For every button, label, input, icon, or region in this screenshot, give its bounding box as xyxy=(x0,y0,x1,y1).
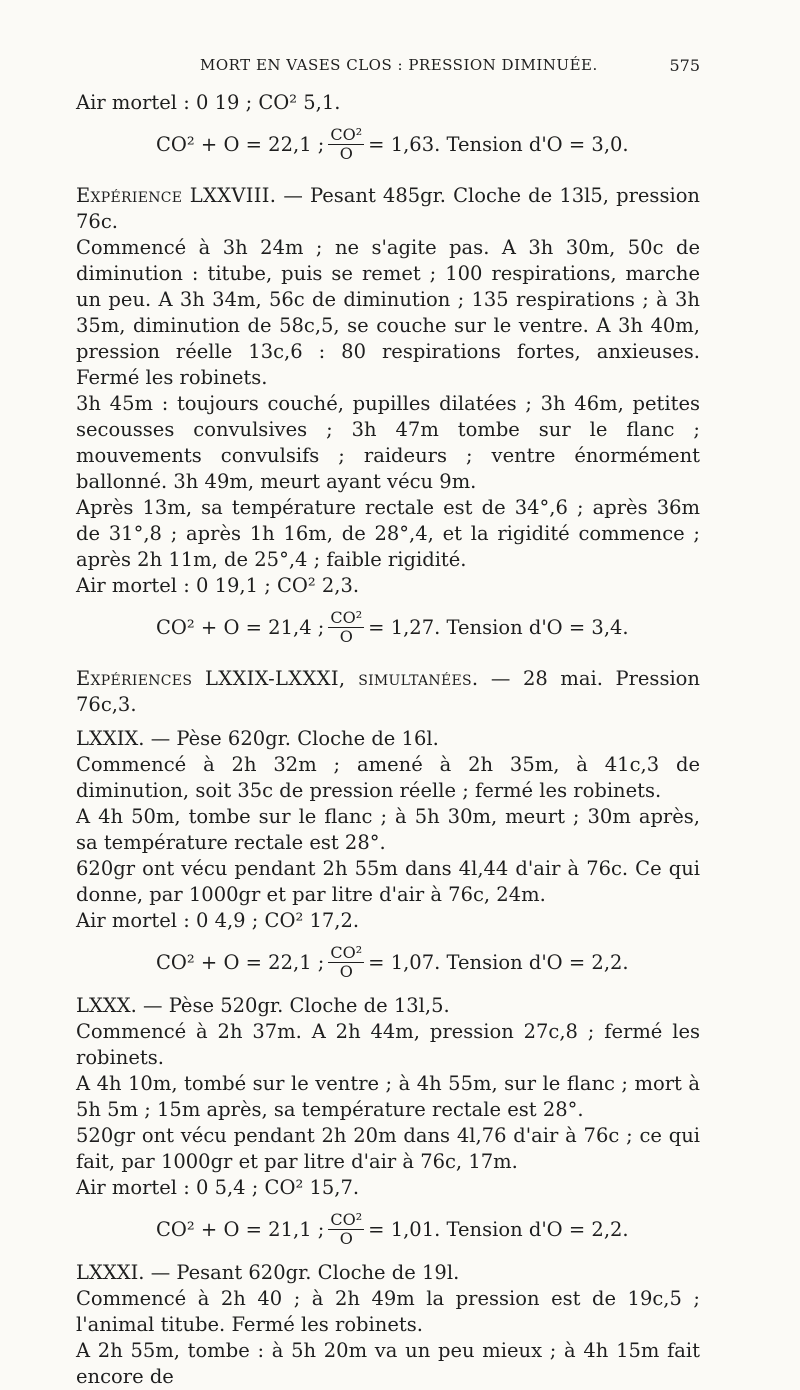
air-mortel-line: Air mortel : 0 4,9 ; CO² 17,2. xyxy=(76,909,360,932)
equation xyxy=(156,126,700,163)
fraction-numerator: CO² xyxy=(330,943,363,962)
page-body xyxy=(76,90,700,1390)
sub-experiment-title: LXXIX. — Pèse 620gr. Cloche de 16l. xyxy=(76,727,439,750)
air-mortel-line: Air mortel : 0 5,4 ; CO² 15,7. xyxy=(76,1176,360,1199)
paragraph: Commencé à 2h 32m ; amené à 2h 35m, à 41c,3 de diminution, soit 35c de pression réelle ; fermé les robinets. xyxy=(76,753,700,802)
experiment-heading xyxy=(76,666,700,718)
experiment-title-rest: — 28 mai. Pression 76c,3. xyxy=(76,667,700,716)
equation xyxy=(156,609,700,646)
paragraph: A 4h 10m, tombé sur le ventre ; à 4h 55m, sur le flanc ; mort à 5h 5m ; 15m après, sa température rectale est 28°. xyxy=(76,1072,700,1121)
air-mortel-line: Air mortel : 0 19,1 ; CO² 2,3. xyxy=(76,574,360,597)
equation-left: CO² + O = 21,4 ; xyxy=(156,615,325,639)
equation-right: = 1,07. Tension d'O = 2,2. xyxy=(368,950,629,974)
equation-left: CO² + O = 22,1 ; xyxy=(156,132,325,156)
fraction-numerator: CO² xyxy=(330,1210,363,1229)
fraction xyxy=(328,609,364,646)
equation-right: = 1,27. Tension d'O = 3,4. xyxy=(368,615,629,639)
equation-right: = 1,01. Tension d'O = 2,2. xyxy=(368,1217,629,1241)
fraction xyxy=(328,126,364,163)
air-mortel-line: Air mortel : 0 19 ; CO² 5,1. xyxy=(76,91,341,114)
paragraph: A 4h 50m, tombe sur le flanc ; à 5h 30m, meurt ; 30m après, sa température rectale est 28°. xyxy=(76,805,700,854)
equation xyxy=(156,1211,700,1248)
equation-right: = 1,63. Tension d'O = 3,0. xyxy=(368,132,629,156)
paragraph: A 2h 55m, tombe : à 5h 20m va un peu mieux ; à 4h 15m fait encore de xyxy=(76,1339,700,1388)
paragraph: Commencé à 2h 40 ; à 2h 49m la pression est de 19c,5 ; l'animal titube. Fermé les robinets. xyxy=(76,1287,700,1336)
equation xyxy=(156,944,700,981)
fraction-denominator: O xyxy=(339,1229,353,1248)
paragraph: 3h 45m : toujours couché, pupilles dilatées ; 3h 46m, petites secousses convulsives ; 3h 47m tombe sur le flanc ; mouvements convulsifs ; raideurs ; ventre énormément ballonné. 3h 49m, meurt ayant vécu 9m. xyxy=(76,392,700,493)
experiment-heading xyxy=(76,183,700,235)
page-header xyxy=(0,52,800,82)
fraction xyxy=(328,944,364,981)
sub-experiment-title: LXXX. — Pèse 520gr. Cloche de 13l,5. xyxy=(76,994,450,1017)
fraction-denominator: O xyxy=(339,144,353,163)
experiment-title: Expériences LXXIX-LXXXI, simultanées. xyxy=(76,667,479,690)
paragraph: 520gr ont vécu pendant 2h 20m dans 4l,76 d'air à 76c ; ce qui fait, par 1000gr et par litre d'air à 76c, 17m. xyxy=(76,1124,700,1173)
equation-left: CO² + O = 22,1 ; xyxy=(156,950,325,974)
equation-left: CO² + O = 21,1 ; xyxy=(156,1217,325,1241)
running-title: MORT EN VASES CLOS : PRESSION DIMINUÉE. xyxy=(200,56,598,74)
sub-experiment-title: LXXXI. — Pesant 620gr. Cloche de 19l. xyxy=(76,1261,460,1284)
fraction-denominator: O xyxy=(339,962,353,981)
fraction xyxy=(328,1211,364,1248)
paragraph: Commencé à 3h 24m ; ne s'agite pas. A 3h 30m, 50c de diminution : titube, puis se remet ; 100 respirations, marche un peu. A 3h 34m, 56c de diminution ; 135 respirations ; à 3h 35m, diminution de 58c,5, se couche sur le ventre. A 3h 40m, pression réelle 13c,6 : 80 respirations fortes, anxieuses. Fermé les robinets. xyxy=(76,236,700,389)
fraction-denominator: O xyxy=(339,627,353,646)
paragraph: 620gr ont vécu pendant 2h 55m dans 4l,44 d'air à 76c. Ce qui donne, par 1000gr et par litre d'air à 76c, 24m. xyxy=(76,857,700,906)
paragraph: Commencé à 2h 37m. A 2h 44m, pression 27c,8 ; fermé les robinets. xyxy=(76,1020,700,1069)
experiment-title-rest: — Pesant 485gr. Cloche de 13l5, pression 76c. xyxy=(76,184,700,233)
experiment-title: Expérience LXXVIII. xyxy=(76,184,277,207)
fraction-numerator: CO² xyxy=(330,608,363,627)
fraction-numerator: CO² xyxy=(330,125,363,144)
paragraph: Après 13m, sa température rectale est de 34°,6 ; après 36m de 31°,8 ; après 1h 16m, de 28°,4, et la rigidité commence ; après 2h 11m, de 25°,4 ; faible rigidité. xyxy=(76,496,700,571)
page-number: 575 xyxy=(669,56,700,75)
